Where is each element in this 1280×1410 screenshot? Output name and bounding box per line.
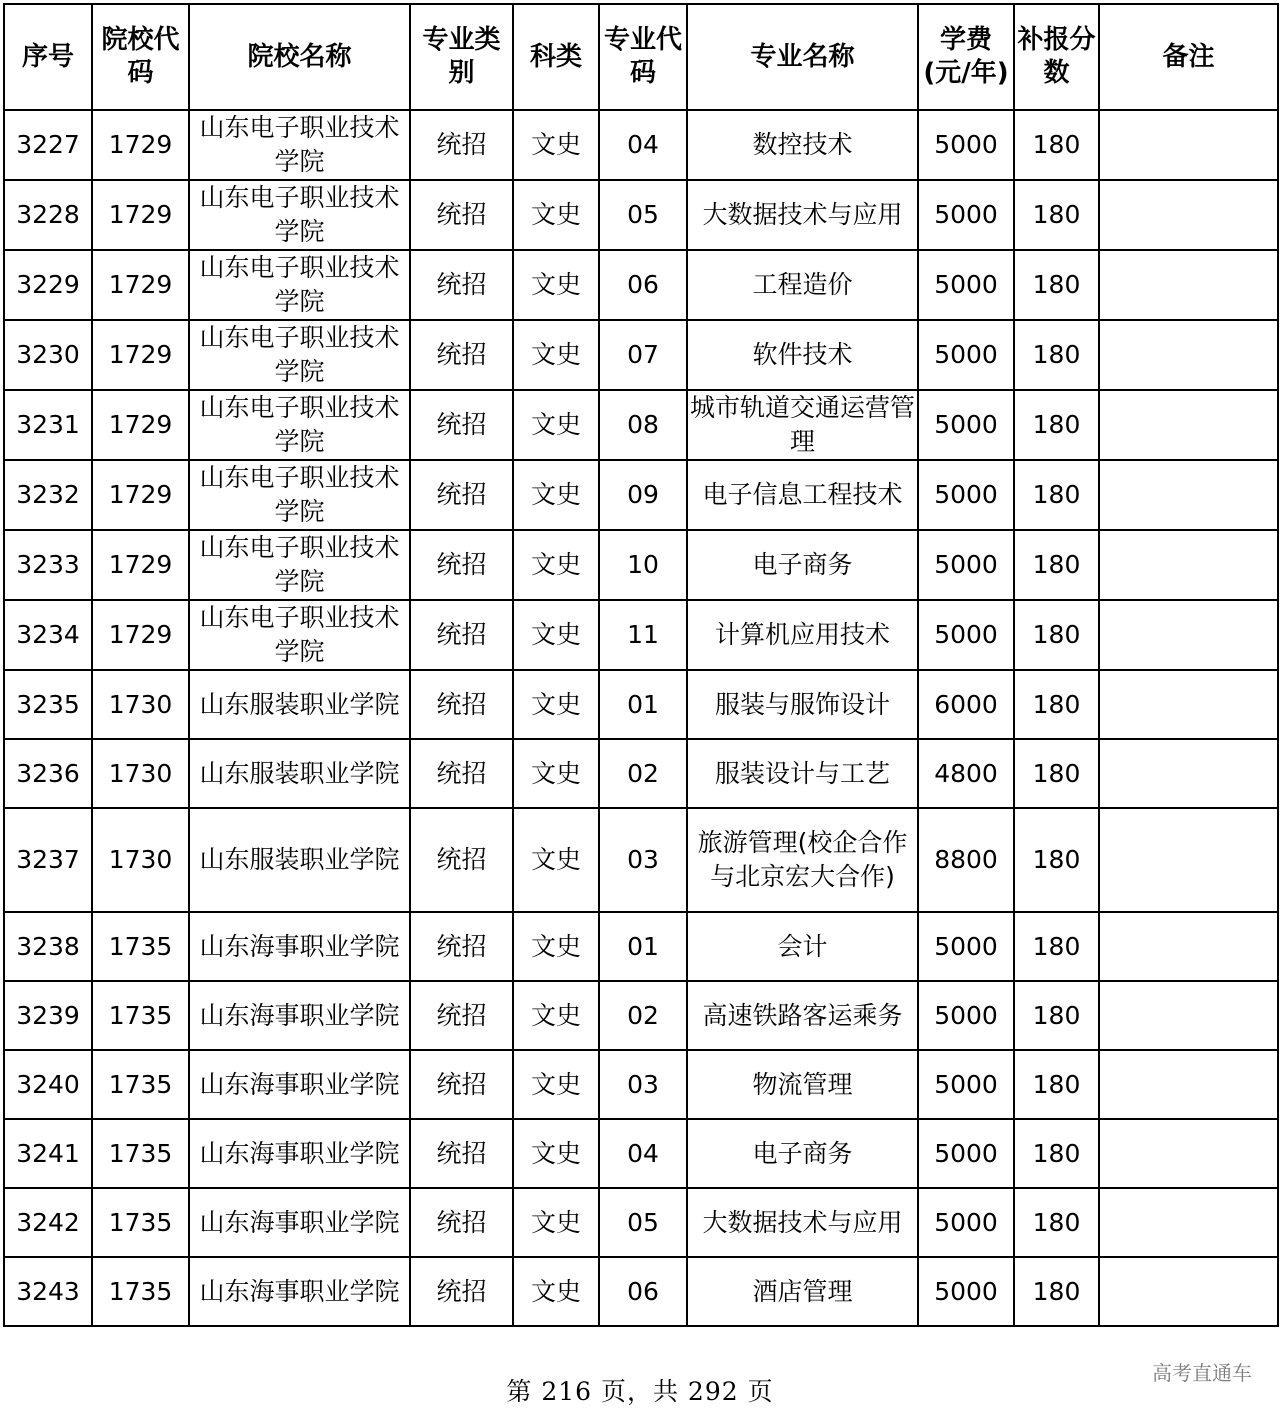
- major-code-cell: 01: [599, 912, 687, 981]
- table-row: [4, 1119, 1278, 1188]
- subject-type-cell: 文史: [513, 912, 599, 981]
- tuition-cell: 5000: [918, 250, 1014, 320]
- subject-type-cell: 文史: [513, 1050, 599, 1119]
- major-code-cell: 02: [599, 981, 687, 1050]
- table-row: [4, 390, 1278, 460]
- major-category-cell: 统招: [410, 981, 513, 1050]
- supplementary-score-cell: 180: [1014, 670, 1099, 739]
- major-category-cell: 统招: [410, 390, 513, 460]
- subject-type-cell: 文史: [513, 981, 599, 1050]
- admission-table: [3, 3, 1279, 1327]
- table-body: [4, 110, 1278, 1326]
- tuition-cell: 5000: [918, 460, 1014, 530]
- supplementary-score-cell: 180: [1014, 981, 1099, 1050]
- serial-number-cell: 3229: [4, 250, 92, 320]
- header-major-name: 专业名称: [687, 4, 918, 110]
- remarks-cell: [1099, 180, 1278, 250]
- remarks-cell: [1099, 320, 1278, 390]
- school-name-cell: 山东服装职业学院: [189, 808, 410, 912]
- subject-type-cell: 文史: [513, 1188, 599, 1257]
- major-category-cell: 统招: [410, 530, 513, 600]
- supplementary-score-cell: 180: [1014, 250, 1099, 320]
- serial-number-cell: 3242: [4, 1188, 92, 1257]
- tuition-cell: 5000: [918, 390, 1014, 460]
- table-header-row: [4, 4, 1278, 110]
- major-category-cell: 统招: [410, 1119, 513, 1188]
- school-name-cell: 山东电子职业技术学院: [189, 390, 410, 460]
- tuition-cell: 5000: [918, 912, 1014, 981]
- major-category-cell: 统招: [410, 739, 513, 808]
- major-category-cell: 统招: [410, 808, 513, 912]
- subject-type-cell: 文史: [513, 320, 599, 390]
- major-code-cell: 01: [599, 670, 687, 739]
- remarks-cell: [1099, 460, 1278, 530]
- table-row: [4, 981, 1278, 1050]
- remarks-cell: [1099, 1188, 1278, 1257]
- school-name-cell: 山东服装职业学院: [189, 739, 410, 808]
- table-row: [4, 250, 1278, 320]
- supplementary-score-cell: 180: [1014, 808, 1099, 912]
- page-number: 第 216 页，共 292 页: [506, 1377, 774, 1406]
- supplementary-score-cell: 180: [1014, 1119, 1099, 1188]
- school-code-cell: 1729: [92, 320, 189, 390]
- subject-type-cell: 文史: [513, 250, 599, 320]
- tuition-cell: 5000: [918, 600, 1014, 670]
- major-category-cell: 统招: [410, 1050, 513, 1119]
- admission-table-container: [3, 3, 1277, 1327]
- remarks-cell: [1099, 1050, 1278, 1119]
- subject-type-cell: 文史: [513, 600, 599, 670]
- remarks-cell: [1099, 390, 1278, 460]
- serial-number-cell: 3228: [4, 180, 92, 250]
- subject-type-cell: 文史: [513, 110, 599, 180]
- school-name-cell: 山东电子职业技术学院: [189, 320, 410, 390]
- supplementary-score-cell: 180: [1014, 1050, 1099, 1119]
- supplementary-score-cell: 180: [1014, 180, 1099, 250]
- major-code-cell: 05: [599, 180, 687, 250]
- serial-number-cell: 3236: [4, 739, 92, 808]
- school-name-cell: 山东电子职业技术学院: [189, 600, 410, 670]
- school-code-cell: 1735: [92, 1119, 189, 1188]
- table-row: [4, 1188, 1278, 1257]
- header-major-code: 专业代码: [599, 4, 687, 110]
- remarks-cell: [1099, 1257, 1278, 1326]
- school-name-cell: 山东海事职业学院: [189, 1188, 410, 1257]
- school-code-cell: 1729: [92, 390, 189, 460]
- supplementary-score-cell: 180: [1014, 1257, 1099, 1326]
- remarks-cell: [1099, 981, 1278, 1050]
- school-name-cell: 山东电子职业技术学院: [189, 180, 410, 250]
- major-code-cell: 09: [599, 460, 687, 530]
- school-name-cell: 山东海事职业学院: [189, 981, 410, 1050]
- header-tuition: 学费(元/年): [918, 4, 1014, 110]
- school-name-cell: 山东电子职业技术学院: [189, 460, 410, 530]
- supplementary-score-cell: 180: [1014, 1188, 1099, 1257]
- major-code-cell: 06: [599, 1257, 687, 1326]
- subject-type-cell: 文史: [513, 390, 599, 460]
- watermark-text: 高考直通车: [1152, 1361, 1252, 1385]
- supplementary-score-cell: 180: [1014, 320, 1099, 390]
- school-code-cell: 1735: [92, 1188, 189, 1257]
- table-row: [4, 600, 1278, 670]
- subject-type-cell: 文史: [513, 530, 599, 600]
- school-code-cell: 1735: [92, 1050, 189, 1119]
- tuition-cell: 8800: [918, 808, 1014, 912]
- subject-type-cell: 文史: [513, 1257, 599, 1326]
- serial-number-cell: 3239: [4, 981, 92, 1050]
- table-row: [4, 180, 1278, 250]
- serial-number-cell: 3243: [4, 1257, 92, 1326]
- school-name-cell: 山东海事职业学院: [189, 912, 410, 981]
- tuition-cell: 5000: [918, 1257, 1014, 1326]
- tuition-cell: 5000: [918, 981, 1014, 1050]
- subject-type-cell: 文史: [513, 180, 599, 250]
- table-row: [4, 1257, 1278, 1326]
- major-name-cell: 高速铁路客运乘务: [687, 981, 918, 1050]
- table-row: [4, 912, 1278, 981]
- table-row: [4, 460, 1278, 530]
- subject-type-cell: 文史: [513, 808, 599, 912]
- major-code-cell: 11: [599, 600, 687, 670]
- school-code-cell: 1729: [92, 600, 189, 670]
- major-name-cell: 酒店管理: [687, 1257, 918, 1326]
- school-name-cell: 山东海事职业学院: [189, 1257, 410, 1326]
- table-row: [4, 110, 1278, 180]
- major-code-cell: 05: [599, 1188, 687, 1257]
- table-row: [4, 808, 1278, 912]
- tuition-cell: 5000: [918, 180, 1014, 250]
- school-code-cell: 1729: [92, 110, 189, 180]
- supplementary-score-cell: 180: [1014, 110, 1099, 180]
- remarks-cell: [1099, 110, 1278, 180]
- major-code-cell: 02: [599, 739, 687, 808]
- remarks-cell: [1099, 912, 1278, 981]
- major-name-cell: 电子信息工程技术: [687, 460, 918, 530]
- school-name-cell: 山东海事职业学院: [189, 1050, 410, 1119]
- serial-number-cell: 3241: [4, 1119, 92, 1188]
- remarks-cell: [1099, 530, 1278, 600]
- remarks-cell: [1099, 600, 1278, 670]
- major-category-cell: 统招: [410, 460, 513, 530]
- major-name-cell: 服装设计与工艺: [687, 739, 918, 808]
- header-serial-number: 序号: [4, 4, 92, 110]
- remarks-cell: [1099, 1119, 1278, 1188]
- major-code-cell: 06: [599, 250, 687, 320]
- serial-number-cell: 3230: [4, 320, 92, 390]
- supplementary-score-cell: 180: [1014, 739, 1099, 808]
- tuition-cell: 5000: [918, 1050, 1014, 1119]
- header-subject-type: 科类: [513, 4, 599, 110]
- major-code-cell: 03: [599, 808, 687, 912]
- remarks-cell: [1099, 739, 1278, 808]
- tuition-cell: 5000: [918, 1119, 1014, 1188]
- subject-type-cell: 文史: [513, 460, 599, 530]
- school-code-cell: 1729: [92, 460, 189, 530]
- major-code-cell: 10: [599, 530, 687, 600]
- supplementary-score-cell: 180: [1014, 912, 1099, 981]
- serial-number-cell: 3227: [4, 110, 92, 180]
- major-category-cell: 统招: [410, 320, 513, 390]
- serial-number-cell: 3238: [4, 912, 92, 981]
- subject-type-cell: 文史: [513, 739, 599, 808]
- subject-type-cell: 文史: [513, 1119, 599, 1188]
- header-remarks: 备注: [1099, 4, 1278, 110]
- major-category-cell: 统招: [410, 670, 513, 739]
- major-name-cell: 大数据技术与应用: [687, 1188, 918, 1257]
- school-code-cell: 1729: [92, 250, 189, 320]
- table-row: [4, 739, 1278, 808]
- school-code-cell: 1735: [92, 981, 189, 1050]
- supplementary-score-cell: 180: [1014, 460, 1099, 530]
- major-category-cell: 统招: [410, 1188, 513, 1257]
- school-code-cell: 1730: [92, 808, 189, 912]
- major-category-cell: 统招: [410, 912, 513, 981]
- serial-number-cell: 3232: [4, 460, 92, 530]
- serial-number-cell: 3235: [4, 670, 92, 739]
- major-category-cell: 统招: [410, 250, 513, 320]
- major-category-cell: 统招: [410, 180, 513, 250]
- school-code-cell: 1735: [92, 1257, 189, 1326]
- major-name-cell: 服装与服饰设计: [687, 670, 918, 739]
- school-name-cell: 山东电子职业技术学院: [189, 110, 410, 180]
- serial-number-cell: 3233: [4, 530, 92, 600]
- supplementary-score-cell: 180: [1014, 390, 1099, 460]
- major-name-cell: 电子商务: [687, 1119, 918, 1188]
- remarks-cell: [1099, 670, 1278, 739]
- table-row: [4, 670, 1278, 739]
- table-row: [4, 1050, 1278, 1119]
- remarks-cell: [1099, 250, 1278, 320]
- school-code-cell: 1735: [92, 912, 189, 981]
- major-name-cell: 电子商务: [687, 530, 918, 600]
- major-name-cell: 大数据技术与应用: [687, 180, 918, 250]
- header-school-name: 院校名称: [189, 4, 410, 110]
- school-name-cell: 山东海事职业学院: [189, 1119, 410, 1188]
- major-name-cell: 计算机应用技术: [687, 600, 918, 670]
- table-row: [4, 530, 1278, 600]
- tuition-cell: 4800: [918, 739, 1014, 808]
- major-name-cell: 城市轨道交通运营管理: [687, 390, 918, 460]
- header-supplementary-score: 补报分数: [1014, 4, 1099, 110]
- school-name-cell: 山东电子职业技术学院: [189, 250, 410, 320]
- header-school-code: 院校代码: [92, 4, 189, 110]
- remarks-cell: [1099, 808, 1278, 912]
- major-category-cell: 统招: [410, 110, 513, 180]
- serial-number-cell: 3240: [4, 1050, 92, 1119]
- tuition-cell: 5000: [918, 320, 1014, 390]
- major-category-cell: 统招: [410, 600, 513, 670]
- major-code-cell: 04: [599, 1119, 687, 1188]
- serial-number-cell: 3234: [4, 600, 92, 670]
- major-name-cell: 软件技术: [687, 320, 918, 390]
- supplementary-score-cell: 180: [1014, 600, 1099, 670]
- tuition-cell: 6000: [918, 670, 1014, 739]
- major-name-cell: 工程造价: [687, 250, 918, 320]
- major-code-cell: 03: [599, 1050, 687, 1119]
- major-name-cell: 物流管理: [687, 1050, 918, 1119]
- subject-type-cell: 文史: [513, 670, 599, 739]
- major-code-cell: 04: [599, 110, 687, 180]
- header-major-category: 专业类别: [410, 4, 513, 110]
- major-code-cell: 08: [599, 390, 687, 460]
- tuition-cell: 5000: [918, 110, 1014, 180]
- school-code-cell: 1729: [92, 530, 189, 600]
- serial-number-cell: 3237: [4, 808, 92, 912]
- tuition-cell: 5000: [918, 530, 1014, 600]
- supplementary-score-cell: 180: [1014, 530, 1099, 600]
- major-category-cell: 统招: [410, 1257, 513, 1326]
- school-name-cell: 山东服装职业学院: [189, 670, 410, 739]
- table-row: [4, 320, 1278, 390]
- major-code-cell: 07: [599, 320, 687, 390]
- school-name-cell: 山东电子职业技术学院: [189, 530, 410, 600]
- school-code-cell: 1730: [92, 739, 189, 808]
- major-name-cell: 数控技术: [687, 110, 918, 180]
- tuition-cell: 5000: [918, 1188, 1014, 1257]
- school-code-cell: 1730: [92, 670, 189, 739]
- school-code-cell: 1729: [92, 180, 189, 250]
- major-name-cell: 会计: [687, 912, 918, 981]
- serial-number-cell: 3231: [4, 390, 92, 460]
- major-name-cell: 旅游管理(校企合作与北京宏大合作): [687, 808, 918, 912]
